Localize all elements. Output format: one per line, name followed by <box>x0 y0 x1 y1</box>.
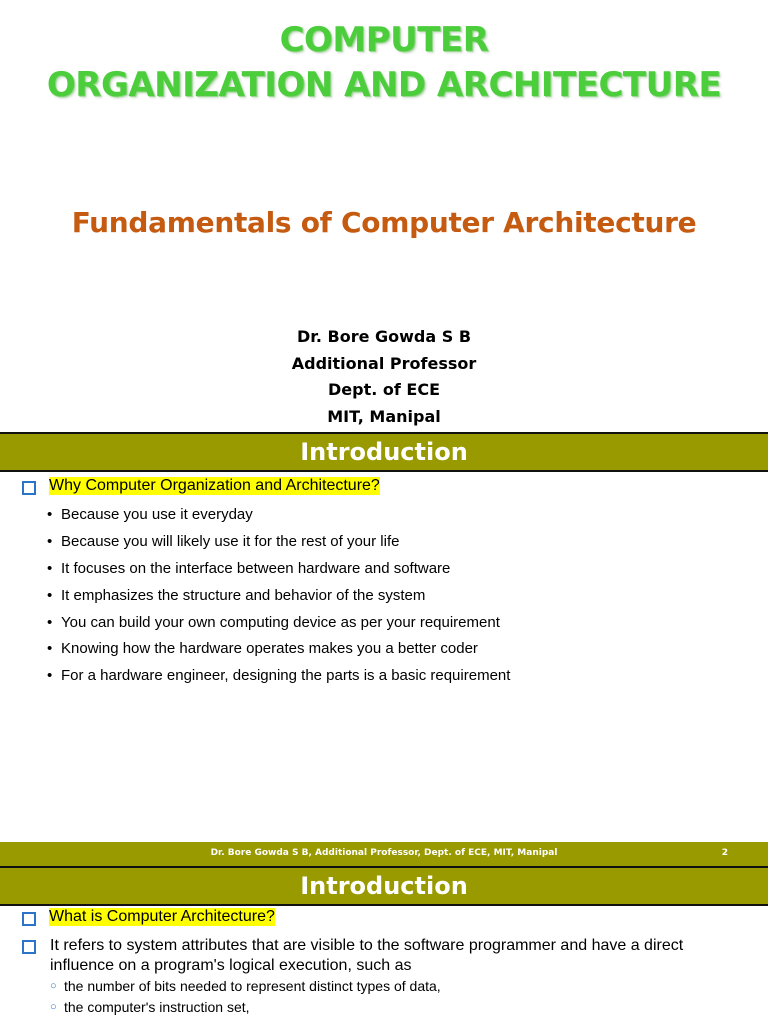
bullet-dot-icon: • <box>47 667 53 685</box>
bullet-dot-icon: • <box>47 640 53 658</box>
question-item <box>22 477 380 495</box>
list-item: ○ the number of bits needed to represent distinct types of data, <box>50 976 441 997</box>
reasons-list <box>47 502 510 690</box>
circle-bullet-icon: ○ <box>50 980 57 992</box>
question-text: Why Computer Organization and Architecture? <box>49 477 380 494</box>
bullet-dot-icon: • <box>47 559 53 577</box>
definition-text: It refers to system attributes that are visible to the software programmer and have a direct influence on a program's logical execution, such as <box>50 937 684 974</box>
definition-item <box>22 936 712 976</box>
title-slide <box>0 0 768 432</box>
bullet-dot-icon: • <box>47 532 53 550</box>
footer-text: Dr. Bore Gowda S B, Additional Professor, Dept. of ECE, MIT, Manipal <box>210 848 558 858</box>
author-designation: Additional Professor <box>291 353 477 373</box>
author-name: Dr. Bore Gowda S B <box>296 327 472 346</box>
question-item <box>22 908 275 926</box>
author-institute: MIT, Manipal <box>327 406 441 426</box>
slide-header-title: Introduction <box>300 438 468 466</box>
checkbox-bullet-icon <box>22 940 36 954</box>
question-text: What is Computer Architecture? <box>49 908 275 925</box>
slide-footer <box>0 842 768 866</box>
circle-bullet-icon: ○ <box>50 1001 57 1013</box>
slide-header-title: Introduction <box>300 872 468 900</box>
course-title-line2: ORGANIZATION AND ARCHITECTURE <box>46 65 722 105</box>
course-title-line1: COMPUTER <box>279 20 489 60</box>
slide-subtitle: Fundamentals of Computer Architecture <box>71 206 697 239</box>
introduction-slide <box>0 432 768 866</box>
list-item: ○ the computer's instruction set, <box>50 997 441 1018</box>
author-block <box>0 324 768 430</box>
checkbox-bullet-icon <box>22 481 36 495</box>
slide-header-bar <box>0 866 768 906</box>
bullet-dot-icon: • <box>47 586 53 604</box>
list-item: • Because you will likely use it for the rest of your life <box>47 529 510 556</box>
introduction-slide-2 <box>0 866 768 1024</box>
bullet-dot-icon: • <box>47 506 53 523</box>
list-item: • It emphasizes the structure and behavior of the system <box>47 583 510 610</box>
list-item: • Because you use it everyday <box>47 502 510 529</box>
attributes-list <box>50 976 441 1018</box>
list-item: • For a hardware engineer, designing the parts is a basic requirement <box>47 663 510 690</box>
slide-header-bar <box>0 432 768 472</box>
checkbox-bullet-icon <box>22 912 36 926</box>
bullet-dot-icon: • <box>47 613 53 631</box>
list-item: • Knowing how the hardware operates makes you a better coder <box>47 636 510 663</box>
page-number: 2 <box>721 848 728 858</box>
list-item: • It focuses on the interface between hardware and software <box>47 556 510 583</box>
list-item: • You can build your own computing device as per your requirement <box>47 610 510 637</box>
author-department: Dept. of ECE <box>327 380 440 399</box>
